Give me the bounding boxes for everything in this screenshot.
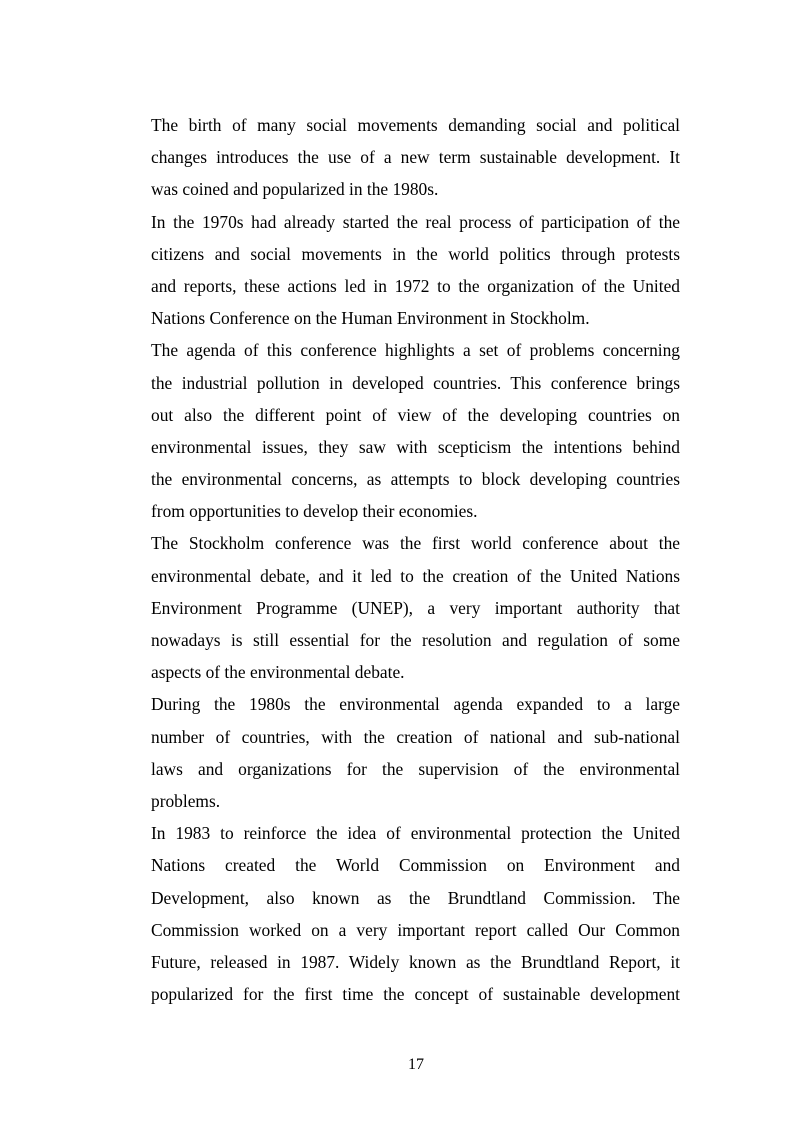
text-line: environmental debate, and it led to the creation of the United Nations — [151, 565, 680, 586]
text-line: laws and organizations for the supervision of the environmental — [151, 758, 680, 779]
text-line: the industrial pollution in developed countries. This conference brings — [151, 372, 680, 393]
text-line: In 1983 to reinforce the idea of environmental protection the United — [151, 823, 680, 844]
page-number: 17 — [408, 1056, 424, 1073]
paragraph — [151, 109, 680, 206]
text-line: the environmental concerns, as attempts to block developing countries — [151, 469, 680, 490]
text-line: Development, also known as the Brundtland Commission. The — [151, 887, 680, 908]
body-text — [151, 109, 680, 1010]
text-line: Nations created the World Commission on Environment and — [151, 855, 680, 876]
text-line: The agenda of this conference highlights a set of problems concerning — [151, 340, 680, 361]
paragraph — [151, 688, 680, 817]
text-line: from opportunities to develop their economies. — [151, 501, 478, 522]
text-line: changes introduces the use of a new term sustainable development. It — [151, 147, 680, 168]
text-line: out also the different point of view of the developing countries on — [151, 404, 680, 425]
text-line: environmental issues, they saw with scepticism the intentions behind — [151, 436, 680, 457]
text-line: The birth of many social movements demanding social and political — [151, 115, 680, 135]
paragraph — [151, 206, 680, 335]
text-line: Future, released in 1987. Widely known as the Brundtland Report, it — [151, 951, 680, 972]
text-line: Nations Conference on the Human Environment in Stockholm. — [151, 308, 590, 329]
text-line: Commission worked on a very important report called Our Common — [151, 919, 680, 940]
text-line: problems. — [151, 790, 221, 811]
text-line: During the 1980s the environmental agenda expanded to a large — [151, 694, 680, 715]
text-line: citizens and social movements in the world politics through protests — [151, 243, 680, 264]
text-line: and reports, these actions led in 1972 to the organization of the United — [151, 275, 680, 296]
text-line: Environment Programme (UNEP), a very important authority that — [151, 597, 680, 618]
text-line: In the 1970s had already started the real process of participation of the — [151, 211, 680, 232]
text-line: number of countries, with the creation of national and sub-national — [151, 726, 680, 747]
paragraph — [151, 334, 680, 527]
text-line: aspects of the environmental debate. — [151, 662, 405, 683]
text-line: nowadays is still essential for the resolution and regulation of some — [151, 630, 680, 650]
paragraph — [151, 817, 680, 1010]
text-line: The Stockholm conference was the first world conference about the — [151, 533, 680, 554]
paragraph — [151, 527, 680, 688]
text-line: popularized for the first time the concept of sustainable development — [151, 984, 680, 1005]
text-line: was coined and popularized in the 1980s. — [151, 179, 439, 200]
